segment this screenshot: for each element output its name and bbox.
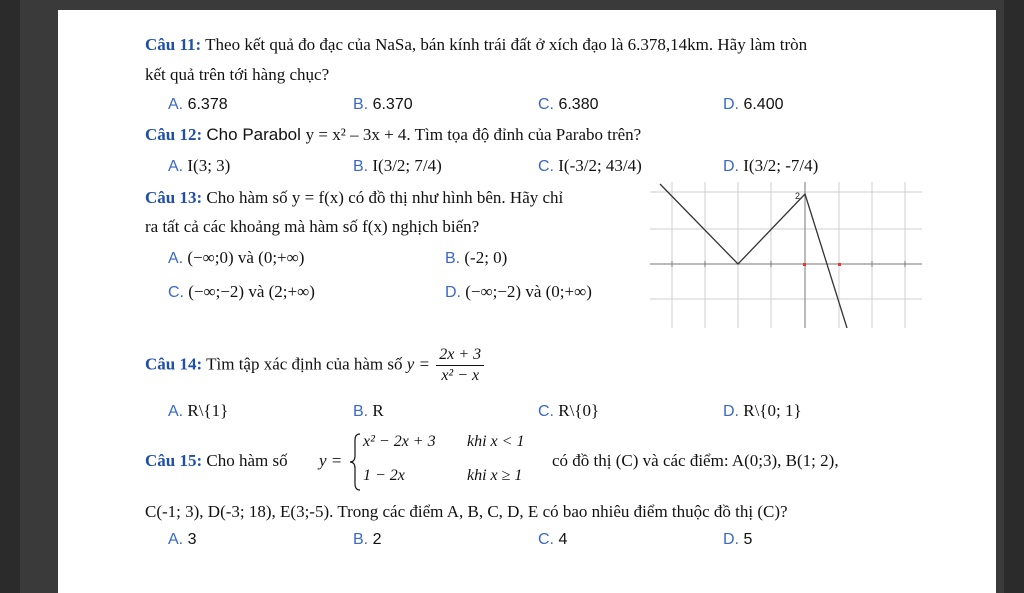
question-14-line <box>145 345 486 386</box>
question-13-label: Câu 13: <box>145 188 203 207</box>
q14-option-c[interactable]: C. R\{0} <box>538 401 600 420</box>
q13-option-b[interactable]: B. (-2; 0) <box>445 248 508 267</box>
q13-function-graph <box>650 182 922 328</box>
q11-option-d[interactable]: D. 6.400 <box>723 96 784 113</box>
q12-option-c[interactable]: C. I(-3/2; 43/4) <box>538 156 642 175</box>
question-14-text: Tìm tập xác định của hàm số <box>206 354 403 374</box>
q13-option-a[interactable]: A. (−∞;0) và (0;+∞) <box>168 248 305 267</box>
q14-option-b[interactable]: B. R <box>353 401 384 420</box>
q15-option-b[interactable]: B. 2 <box>353 531 382 548</box>
graph-function-curve <box>660 184 847 328</box>
question-15-text-a: Cho hàm số <box>206 451 288 470</box>
question-14-label: Câu 14: <box>145 354 203 374</box>
question-14-fraction <box>436 345 484 386</box>
q15-option-a[interactable]: A. 3 <box>168 531 197 548</box>
q11-option-c[interactable]: C. 6.380 <box>538 96 599 113</box>
window-frame-right <box>1004 0 1024 593</box>
q13-option-c[interactable]: C. (−∞;−2) và (2;+∞) <box>168 282 315 301</box>
question-12-text-b: . Tìm tọa độ đỉnh của Parabo trên? <box>406 125 642 144</box>
piece-2-expression: 1 − 2x <box>363 467 405 484</box>
q12-option-b[interactable]: B. I(3/2; 7/4) <box>353 156 442 175</box>
document-page <box>58 10 996 593</box>
graph-point-0 <box>803 263 806 266</box>
question-11-label: Câu 11: <box>145 35 202 54</box>
question-11-line-2: kết quả trên tới hàng chục? <box>145 65 330 84</box>
graph-point-1 <box>838 263 841 266</box>
q11-option-b[interactable]: B. 6.370 <box>353 96 413 113</box>
q14-option-a[interactable]: A. R\{1} <box>168 401 229 420</box>
question-14-lhs: y = <box>406 354 431 374</box>
piece-1-condition: khi x < 1 <box>467 433 525 450</box>
question-12-label: Câu 12: <box>145 125 203 144</box>
question-15-lhs: y = <box>319 451 343 470</box>
question-12-line <box>145 125 641 145</box>
q12-option-d[interactable]: D. I(3/2; -7/4) <box>723 156 819 175</box>
question-14-denominator: x² − x <box>441 367 480 384</box>
question-12-formula: y = x² – 3x + 4 <box>305 125 407 144</box>
q15-option-c[interactable]: C. 4 <box>538 531 568 548</box>
graph-label-2: 2 <box>795 191 801 201</box>
question-15-label: Câu 15: <box>145 451 203 470</box>
question-13-text: Cho hàm số y = f(x) có đồ thị như hình bên. Hãy chỉ <box>206 188 564 207</box>
question-15-text-b: có đồ thị (C) và các điểm: A(0;3), B(1; 2), <box>552 451 839 470</box>
question-14-numerator: 2x + 3 <box>436 345 484 366</box>
question-15-line-2: C(-1; 3), D(-3; 18), E(3;-5). Trong các điểm A, B, C, D, E có bao nhiêu điểm thuộc đồ thị (C)? <box>145 502 788 521</box>
question-13-line-1 <box>145 188 563 208</box>
piece-1-expression: x² − 2x + 3 <box>363 433 436 450</box>
q15-option-d[interactable]: D. 5 <box>723 531 753 548</box>
graph-grid <box>650 182 922 328</box>
q13-option-d[interactable]: D. (−∞;−2) và (0;+∞) <box>445 282 592 301</box>
q11-option-a[interactable]: A. 6.378 <box>168 96 228 113</box>
question-15-label-line <box>145 451 288 471</box>
question-13-line-2: ra tất cả các khoảng mà hàm số f(x) nghịch biến? <box>145 217 480 236</box>
window-frame-left <box>0 0 20 593</box>
question-11-text: Theo kết quả đo đạc của NaSa, bán kính trái đất ở xích đạo là 6.378,14km. Hãy làm tròn <box>205 35 808 54</box>
question-12-text-a: Cho Parabol <box>206 125 306 144</box>
question-11-line-1 <box>145 35 807 55</box>
piece-2-condition: khi x ≥ 1 <box>467 467 523 484</box>
piecewise-brace <box>348 432 362 492</box>
q12-option-a[interactable]: A. I(3; 3) <box>168 156 231 175</box>
q14-option-d[interactable]: D. R\{0; 1} <box>723 401 802 420</box>
